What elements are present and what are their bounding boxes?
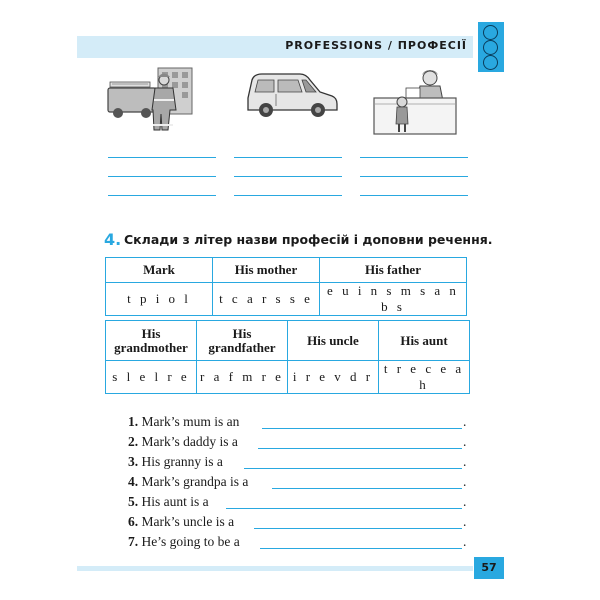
answer-line bbox=[108, 195, 216, 196]
circle-icon bbox=[483, 25, 498, 40]
table-header-cell bbox=[197, 321, 288, 361]
answer-line bbox=[108, 157, 216, 158]
header-line: grandmother bbox=[114, 339, 188, 355]
sentence-text: His aunt is a bbox=[141, 494, 209, 509]
car-icon bbox=[244, 68, 340, 120]
sentence-text: He’s going to be a bbox=[141, 534, 240, 549]
sentence-text: Mark’s daddy is a bbox=[141, 434, 238, 449]
sentence-item bbox=[128, 514, 234, 532]
table-header-cell: His mother bbox=[213, 258, 320, 283]
table-cell: t p i o l bbox=[106, 283, 213, 316]
table-cell: t c a r s s e bbox=[213, 283, 320, 316]
header-line: His bbox=[232, 325, 252, 341]
sentence-period: . bbox=[463, 434, 467, 449]
answer-line bbox=[360, 195, 468, 196]
sentence-period: . bbox=[463, 414, 467, 429]
table-header-cell: Mark bbox=[106, 258, 213, 283]
task-number: 4. bbox=[104, 230, 122, 249]
sentence-period: . bbox=[463, 514, 467, 529]
sentence-number: 4. bbox=[128, 474, 139, 489]
header-line: grandfather bbox=[208, 339, 276, 355]
sentence-text: His granny is a bbox=[141, 454, 223, 469]
table-cell: t r e c e a h bbox=[379, 361, 470, 394]
sentence-item bbox=[128, 494, 209, 512]
answer-line[interactable] bbox=[226, 508, 462, 509]
answer-line bbox=[360, 176, 468, 177]
shop-assistant-icon bbox=[370, 66, 464, 136]
sentence-item bbox=[128, 454, 223, 472]
firefighter-fire-truck-icon bbox=[106, 66, 198, 136]
table-cell: e u i n s m s a n b s bbox=[320, 283, 467, 316]
table-cell: i r e v d r bbox=[288, 361, 379, 394]
answer-line[interactable] bbox=[254, 528, 462, 529]
table-header-cell: His father bbox=[320, 258, 467, 283]
answer-line bbox=[234, 157, 342, 158]
header-band bbox=[77, 36, 473, 58]
answer-line bbox=[108, 176, 216, 177]
table-header-cell: His aunt bbox=[379, 321, 470, 361]
letters-table-1 bbox=[105, 257, 467, 316]
sentence-period: . bbox=[463, 534, 467, 549]
sentence-number: 5. bbox=[128, 494, 139, 509]
answer-line[interactable] bbox=[262, 428, 462, 429]
sentence-number: 2. bbox=[128, 434, 139, 449]
task-instruction: Склади з літер назви професій і доповни речення. bbox=[124, 232, 493, 247]
sentence-number: 1. bbox=[128, 414, 139, 429]
sentence-period: . bbox=[463, 454, 467, 469]
answer-line bbox=[360, 157, 468, 158]
table-header-cell: His uncle bbox=[288, 321, 379, 361]
circle-icon bbox=[483, 55, 498, 70]
footer-band bbox=[77, 566, 473, 571]
answer-line[interactable] bbox=[272, 488, 462, 489]
sentence-period: . bbox=[463, 474, 467, 489]
sentence-item bbox=[128, 534, 240, 552]
section-marker bbox=[478, 22, 504, 72]
table-cell: s l e l r e bbox=[106, 361, 197, 394]
answer-line[interactable] bbox=[244, 468, 462, 469]
table-cell: r a f m r e bbox=[197, 361, 288, 394]
section-title: PROFESSIONS / ПРОФЕСІЇ bbox=[285, 39, 467, 52]
circle-icon bbox=[483, 40, 498, 55]
sentence-number: 3. bbox=[128, 454, 139, 469]
sentence-text: Mark’s mum is an bbox=[141, 414, 240, 429]
sentence-period: . bbox=[463, 494, 467, 509]
header-line: His bbox=[141, 325, 161, 341]
sentence-text: Mark’s uncle is a bbox=[141, 514, 235, 529]
letters-table-2 bbox=[105, 320, 470, 394]
answer-line[interactable] bbox=[258, 448, 462, 449]
answer-line bbox=[234, 176, 342, 177]
answer-line bbox=[234, 195, 342, 196]
table-header-cell bbox=[106, 321, 197, 361]
sentence-item bbox=[128, 434, 238, 452]
sentence-number: 7. bbox=[128, 534, 139, 549]
sentence-text: Mark’s grandpa is a bbox=[141, 474, 249, 489]
sentence-item bbox=[128, 474, 248, 492]
answer-line[interactable] bbox=[260, 548, 462, 549]
sentence-number: 6. bbox=[128, 514, 139, 529]
page-number: 57 bbox=[474, 557, 504, 579]
sentence-item bbox=[128, 414, 239, 432]
